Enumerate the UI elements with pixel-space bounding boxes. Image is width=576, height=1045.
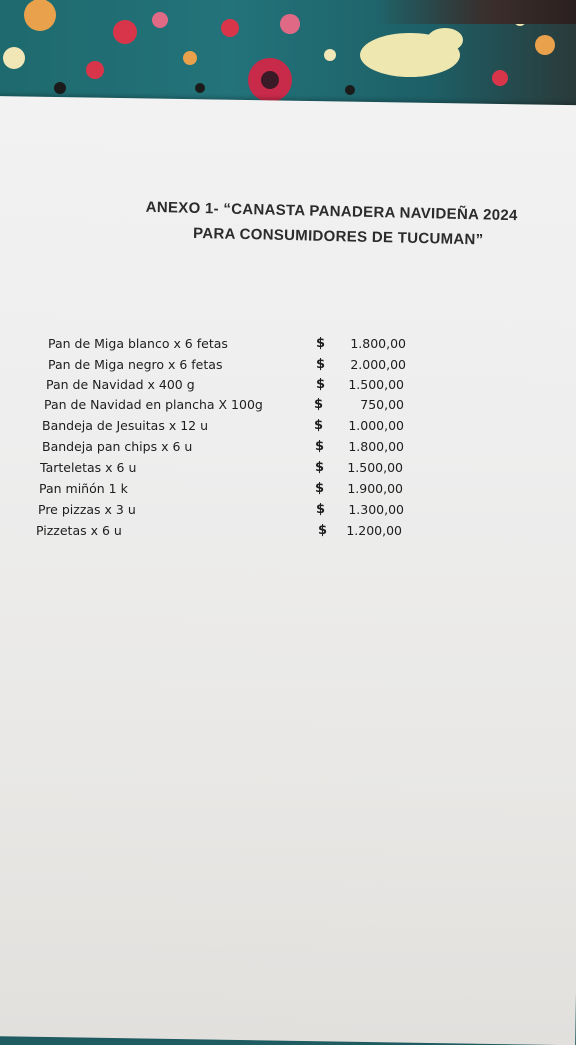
currency-symbol: $ bbox=[315, 460, 325, 475]
item-name: Pan de Miga negro x 6 fetas bbox=[48, 357, 223, 372]
item-name: Bandeja de Jesuitas x 12 u bbox=[42, 418, 208, 433]
item-price: 750,00 bbox=[360, 397, 404, 412]
list-item bbox=[36, 523, 456, 543]
item-price: 1.500,00 bbox=[348, 377, 404, 392]
list-item bbox=[42, 439, 462, 459]
item-price: 1.200,00 bbox=[346, 523, 402, 538]
currency-symbol: $ bbox=[318, 523, 328, 538]
currency-symbol: $ bbox=[314, 418, 324, 433]
list-item bbox=[48, 357, 468, 377]
currency-symbol: $ bbox=[316, 336, 326, 351]
item-price: 1.500,00 bbox=[347, 460, 403, 475]
list-item bbox=[38, 502, 458, 522]
dark-corner bbox=[376, 0, 576, 24]
item-name: Pizzetas x 6 u bbox=[36, 523, 122, 538]
list-item bbox=[46, 377, 466, 397]
list-item bbox=[40, 460, 460, 480]
item-name: Bandeja pan chips x 6 u bbox=[42, 439, 193, 454]
item-name: Pan de Miga blanco x 6 fetas bbox=[48, 336, 228, 351]
item-name: Tarteletas x 6 u bbox=[40, 460, 137, 475]
currency-symbol: $ bbox=[316, 357, 326, 372]
item-price: 2.000,00 bbox=[350, 357, 406, 372]
currency-symbol: $ bbox=[316, 377, 326, 392]
title-line-1: ANEXO 1- “CANASTA PANADERA NAVIDEÑA 2024 bbox=[145, 198, 518, 225]
item-name: Pan de Navidad x 400 g bbox=[46, 377, 195, 392]
title-line-2: PARA CONSUMIDORES DE TUCUMAN” bbox=[192, 224, 484, 249]
price-list bbox=[0, 330, 576, 560]
currency-symbol: $ bbox=[314, 397, 324, 412]
list-item bbox=[44, 397, 464, 417]
item-price: 1.800,00 bbox=[350, 336, 406, 351]
list-item bbox=[48, 336, 468, 356]
item-price: 1.800,00 bbox=[348, 439, 404, 454]
item-price: 1.000,00 bbox=[348, 418, 404, 433]
item-price: 1.300,00 bbox=[348, 502, 404, 517]
currency-symbol: $ bbox=[315, 481, 325, 496]
item-name: Pan miñón 1 k bbox=[39, 481, 128, 496]
item-price: 1.900,00 bbox=[347, 481, 403, 496]
list-item bbox=[39, 481, 459, 501]
list-item bbox=[42, 418, 462, 438]
currency-symbol: $ bbox=[315, 439, 325, 454]
currency-symbol: $ bbox=[316, 502, 326, 517]
item-name: Pan de Navidad en plancha X 100g bbox=[44, 397, 263, 412]
item-name: Pre pizzas x 3 u bbox=[38, 502, 136, 517]
